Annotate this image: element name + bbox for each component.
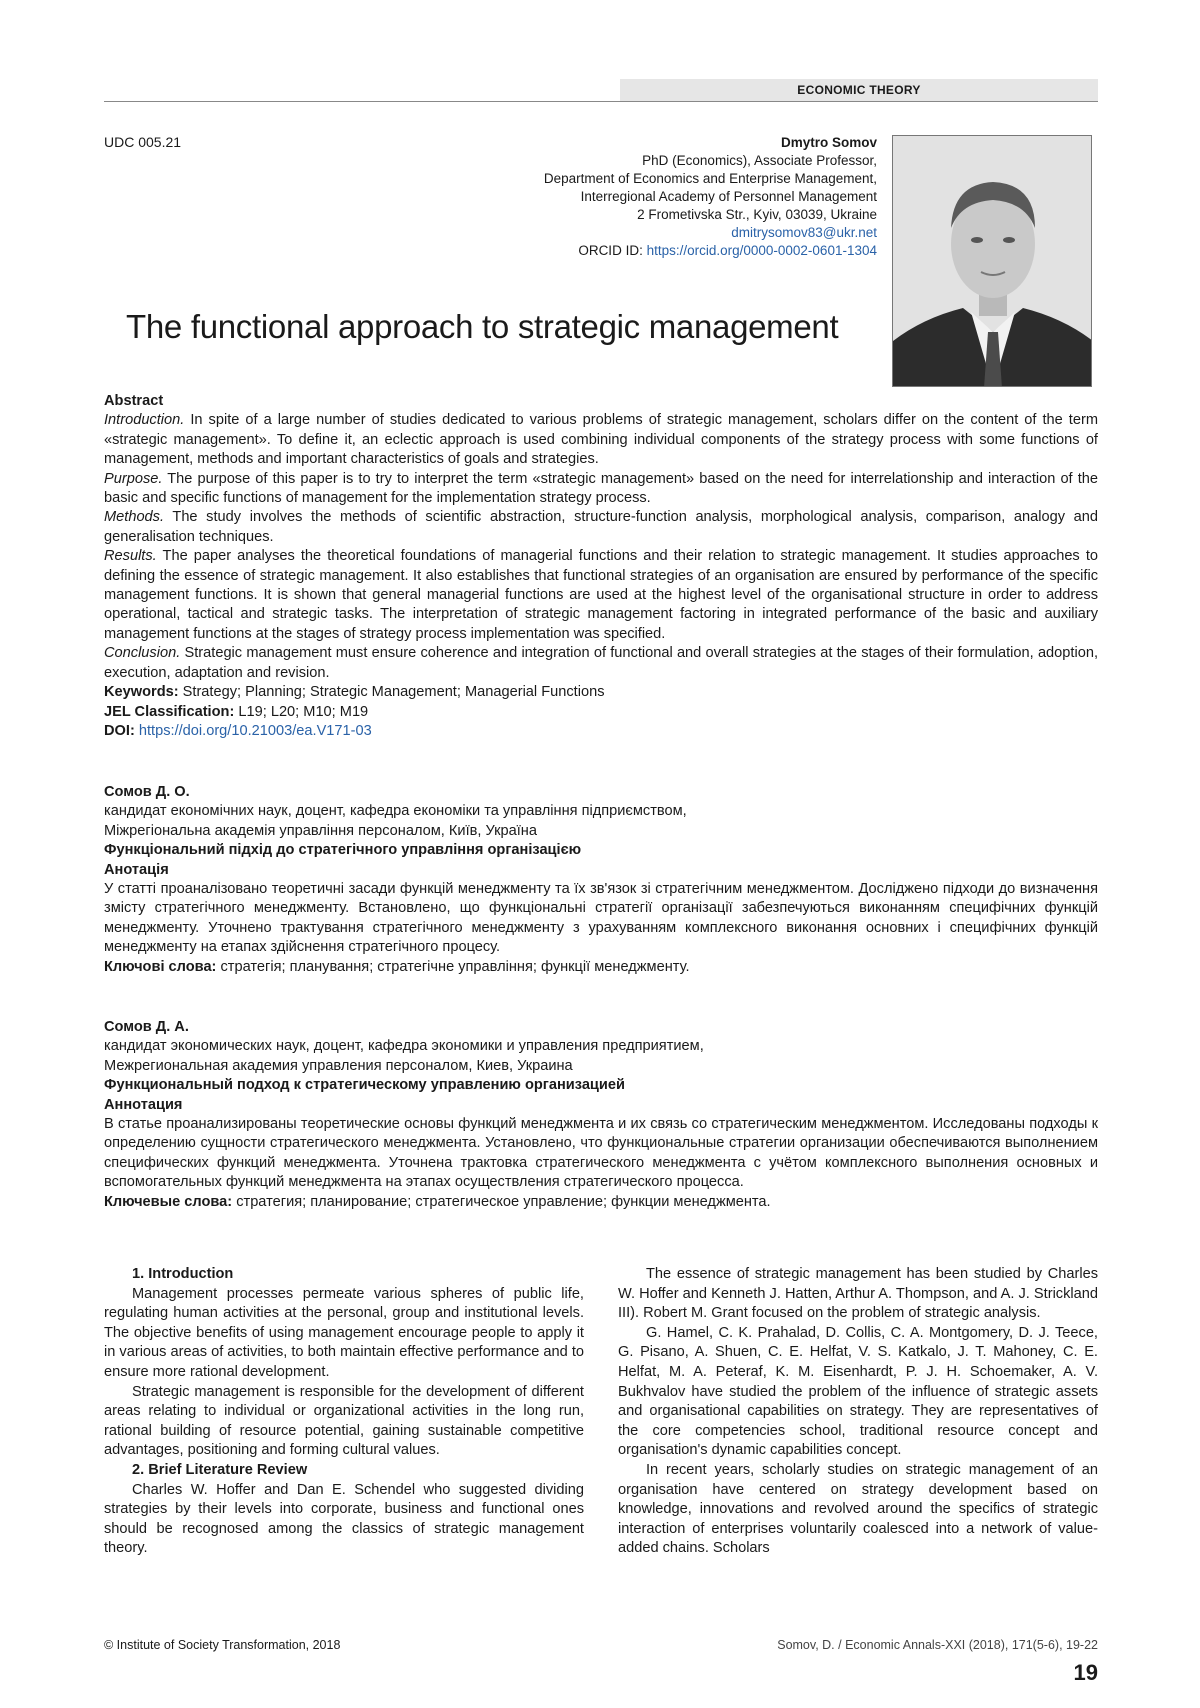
author-address: 2 Frometivska Str., Kyiv, 03039, Ukraine	[637, 207, 877, 222]
ukr-keywords: Ключові слова: стратегія; планування; стратегічне управління; функції менеджменту.	[104, 958, 690, 975]
literature-heading: 2. Brief Literature Review	[132, 1461, 308, 1478]
ukr-affiliation-2: Міжрегіональна академія управління персоналом, Київ, Україна	[104, 822, 537, 839]
author-institution: Interregional Academy of Personnel Management	[580, 189, 877, 204]
ukr-annotation-heading: Анотація	[104, 861, 169, 878]
ukrainian-annotation	[104, 783, 1098, 977]
abstract-purpose: Purpose. The purpose of this paper is to try to interpret the term «strategic management» based on the need for interrelationship and interaction of the basic and specific functions of management for the implementation strategy process.	[104, 470, 1098, 507]
author-portrait-image	[893, 136, 1092, 387]
abstract-introduction: Introduction. In spite of a large number of studies dedicated to various problems of strategic management, scholars differ on the content of the term «strategic management». To define it, an eclectic approach is used combining individual components of the strategy process with some functions of management, methods and important characteristics of goals and strategies.	[104, 412, 1098, 468]
footer-citation: Somov, D. / Economic Annals-XXI (2018), 171(5-6), 19-22	[777, 1638, 1098, 1652]
right-paragraph-2: G. Hamel, C. K. Prahalad, D. Collis, C. A. Montgomery, D. J. Teece, G. Pisano, A. Shuen, C. E. Helfat, V. S. Katkalo, J. T. Mahoney, C. E. Helfat, M. A. Peteraf, K. M. Eisenhardt, P. J. H. Schoemaker, A. V. Bukhvalov have studied the problem of the influence of strategic assets and organisational capabilities on strategy. They are representatives of the core competencies school, traditional resource concept and organisation's dynamic capabilities concept.	[618, 1324, 1098, 1459]
rus-annotation-heading: Аннотация	[104, 1096, 183, 1113]
author-orcid	[544, 242, 877, 260]
intro-heading: 1. Introduction	[132, 1266, 234, 1282]
article-title: The functional approach to strategic management	[126, 308, 839, 345]
abstract-methods: Methods. The study involves the methods of scientific abstraction, structure-function analysis, morphological analysis, comparison, analogy and generalisation techniques.	[104, 509, 1098, 545]
ukr-affiliation-1: кандидат економічних наук, доцент, кафедра економіки та управління підприємством,	[104, 803, 687, 820]
author-degree: PhD (Economics), Associate Professor,	[642, 153, 877, 168]
author-email-link[interactable]: dmitrysomov83@ukr.net	[731, 225, 877, 240]
rus-affiliation-2: Межрегиональная академия управления персоналом, Киев, Украина	[104, 1057, 573, 1074]
rus-author-name: Сомов Д. А.	[104, 1019, 189, 1035]
header-rule	[104, 101, 1098, 102]
body-right-column	[618, 1265, 1098, 1559]
abstract-conclusion: Conclusion. Strategic management must ensure coherence and integration of functional and overall strategies at the stages of their formulation, adoption, execution, adaptation and revision.	[104, 645, 1098, 681]
right-paragraph-3: In recent years, scholarly studies on strategic management of an organisation have centered on strategy development based on knowledge, innovations and revolved around the specifics of strategic interaction of enterprises voluntarily coalesced into a network of value-added chains. Scholars	[618, 1461, 1098, 1557]
rus-affiliation-1: кандидат экономических наук, доцент, кафедра экономики и управления предприятием,	[104, 1038, 704, 1055]
doi-link[interactable]: https://doi.org/10.21003/ea.V171-03	[138, 722, 372, 739]
right-paragraph-1: The essence of strategic management has been studied by Charles W. Hoffer and Kenneth J. Hatten, Arthur A. Thompson, and A. J. Strickland III). Robert M. Grant focused on the problem of strategic analysis.	[618, 1266, 1098, 1322]
section-header: ECONOMIC THEORY	[620, 79, 1098, 101]
author-info	[544, 134, 877, 260]
page-number: 19	[1073, 1660, 1098, 1685]
orcid-link[interactable]: https://orcid.org/0000-0002-0601-1304	[646, 243, 877, 258]
abstract-jel: JEL Classification: L19; L20; M10; M19	[104, 703, 369, 720]
ukr-author-name: Сомов Д. О.	[104, 784, 190, 800]
abstract-heading: Abstract	[104, 393, 164, 409]
abstract-doi: DOI: https://doi.org/10.21003/ea.V171-03	[104, 722, 372, 739]
body-left-column	[104, 1265, 584, 1559]
rus-title: Функциональный подход к стратегическому управлению организацией	[104, 1077, 625, 1094]
abstract-keywords: Keywords: Strategy; Planning; Strategic Management; Managerial Functions	[104, 684, 605, 701]
author-photo	[892, 135, 1092, 387]
author-department: Department of Economics and Enterprise Management,	[543, 171, 877, 186]
footer-copyright: © Institute of Society Transformation, 2018	[104, 1638, 341, 1652]
intro-paragraph-1: Management processes permeate various spheres of public life, regulating human activities at the personal, group and institutional levels. The objective benefits of using management encourage people to apply it in various areas of activities, to both maintain effective performance and to ensure more rational development.	[104, 1285, 584, 1380]
russian-annotation	[104, 1018, 1098, 1212]
literature-paragraph-1: Charles W. Hoffer and Dan E. Schendel who suggested dividing strategies by their levels into corporate, business and functional ones should be recognosed among the classics of strategic management theory.	[104, 1481, 584, 1557]
ukr-annotation-text: У статті проаналізовано теоретичні засади функцій менеджменту та їх зв'язок зі стратегічним менеджментом. Досліджено підходи до визначення змісту стратегічного менеджменту. Встановлено, що функціональні стратегії організації забезпечуються виконанням специфічних функцій менеджменту. Уточнено трактування стратегічного менеджменту з урахуванням комплексного виконання основних і специфічних функцій менеджменту на етапах здійснення стратегічного процесу.	[104, 881, 1098, 956]
rus-keywords: Ключевые слова: стратегия; планирование; стратегическое управление; функции менеджмента.	[104, 1193, 771, 1210]
author-name: Dmytro Somov	[780, 135, 877, 150]
intro-paragraph-2: Strategic management is responsible for the development of different areas relating to individual or organizational activities in the long run, rational building of resource potential, gaining sustainable competitive advantages, positioning and forming cultural values.	[104, 1383, 584, 1459]
rus-annotation-text: В статье проанализированы теоретические основы функций менеджмента и их связь со стратегическим менеджментом. Исследованы подходы к определению сущности стратегического менеджмента. Установлено, что функциональные стратегии организации обеспечиваются выполнением специфических функций менеджмента. Уточнена трактовка стратегического менеджмента с учётом комплексного выполнения основных и вспомогательных функций менеджмента на этапах осуществления стратегического процесса.	[104, 1116, 1098, 1191]
orcid-label: ORCID ID:	[578, 243, 647, 258]
udc-code: UDC 005.21	[104, 134, 182, 150]
ukr-title: Функціональний підхід до стратегічного управління організацією	[104, 842, 582, 859]
english-abstract	[104, 392, 1098, 741]
abstract-results: Results. The paper analyses the theoretical foundations of managerial functions and their relation to strategic management. It studies approaches to defining the essence of strategic management. It also establishes that functional strategies of an organisation are ensured by performance of the specific management functions. It is shown that general managerial functions are used at the highest level of the organisational structure in order to address operational, tactical and strategic tasks. The interpretation of strategic management factoring in integrated performance of the basic and auxiliary management functions at the stages of strategy process implementation was specified.	[104, 548, 1098, 642]
